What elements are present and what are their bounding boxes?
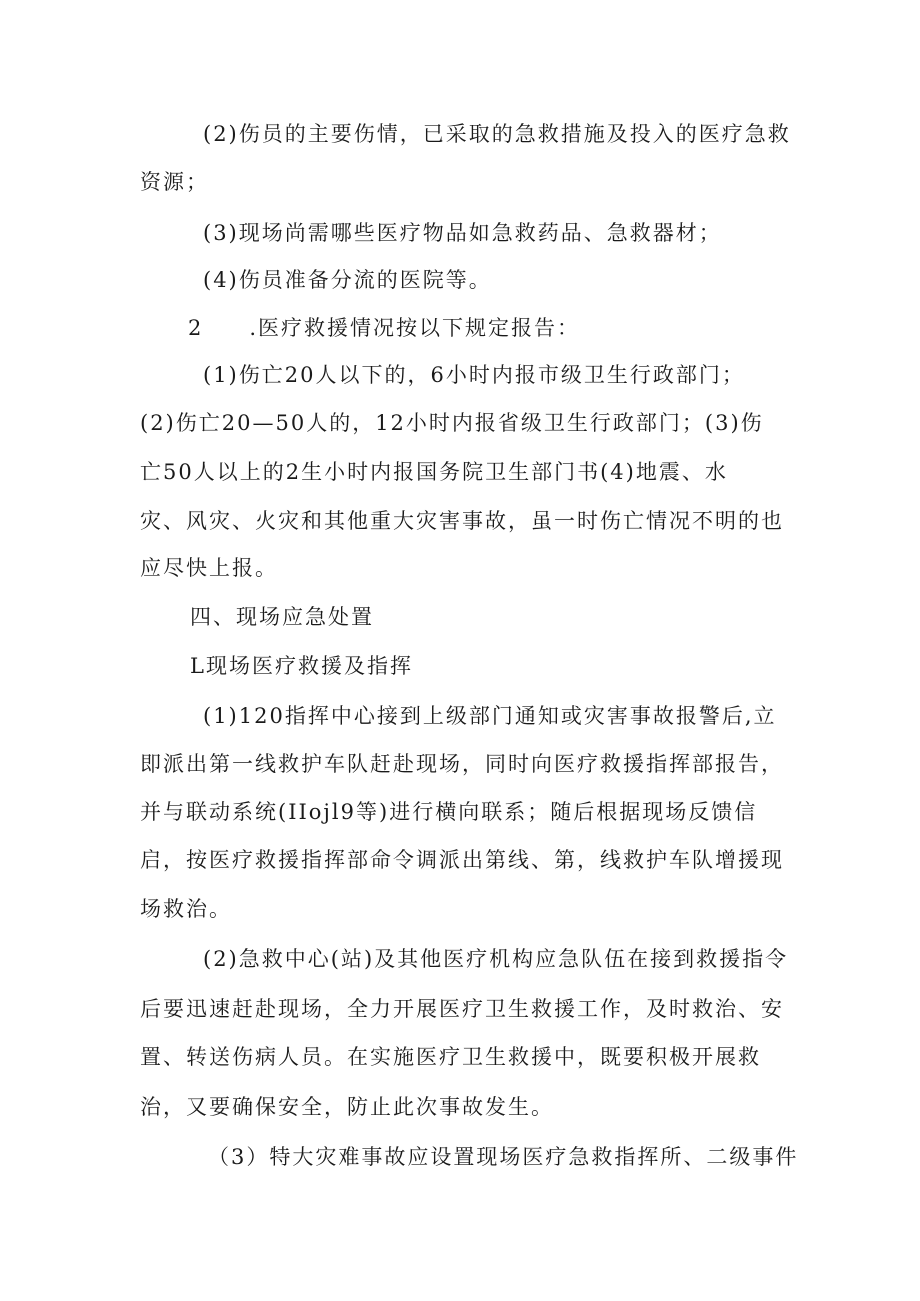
section-heading: 四、现场应急处置: [190, 605, 374, 629]
text-line: 启，按医疗救援指挥部命令调派出第线、第，线救护车队增援现: [140, 848, 784, 872]
text-line: 亡50人以上的2生小时内报国务院卫生部门书(4)地震、水: [140, 460, 728, 484]
text-line: 置、转送伤病人员。在实施医疗卫生救援中，既要积极开展救: [140, 1045, 761, 1069]
text-line: 灾、风灾、火灾和其他重大灾害事故，虽一时伤亡情况不明的也: [140, 509, 784, 533]
text-line: 治，又要确保安全，防止此次事故发生。: [140, 1095, 554, 1119]
text-line: (4)伤员准备分流的医院等。: [203, 268, 492, 292]
section-item-2: 2 .医疗救援情况按以下规定报告：: [188, 316, 581, 340]
subsection-heading: L现场医疗救援及指挥: [190, 654, 413, 678]
text-line: （3）特大灾难事故应设置现场医疗急救指挥所、二级事件: [208, 1145, 799, 1169]
text-line: (2)急救中心(站)及其他医疗机构应急队伍在接到救援指令: [203, 947, 789, 971]
text-line: 资源；: [140, 170, 209, 194]
text-line: (2)伤亡20—50人的，12小时内报省级卫生行政部门；(3)伤: [140, 411, 764, 435]
text-line: (2)伤员的主要伤情，已采取的急救措施及投入的医疗急救: [203, 122, 791, 146]
text-line: (1)120指挥中心接到上级部门通知或灾害事故报警后,立: [203, 704, 777, 728]
text-line: 后要迅速赶赴现场，全力开展医疗卫生救援工作，及时救治、安: [140, 997, 784, 1021]
text-line: (3)现场尚需哪些医疗物品如急救药品、急救器材；: [203, 221, 722, 245]
text-line: (1)伤亡20人以下的，6小时内报市级卫生行政部门；: [203, 363, 745, 387]
text-line: 并与联动系统(IIojl9等)进行横向联系；随后根据现场反馈信: [140, 800, 758, 824]
text-line: 场救治。: [140, 897, 232, 921]
text-line: 即派出第一线救护车队赶赴现场，同时向医疗救援指挥部报告，: [140, 752, 784, 776]
text-line: 应尽快上报。: [140, 556, 278, 580]
